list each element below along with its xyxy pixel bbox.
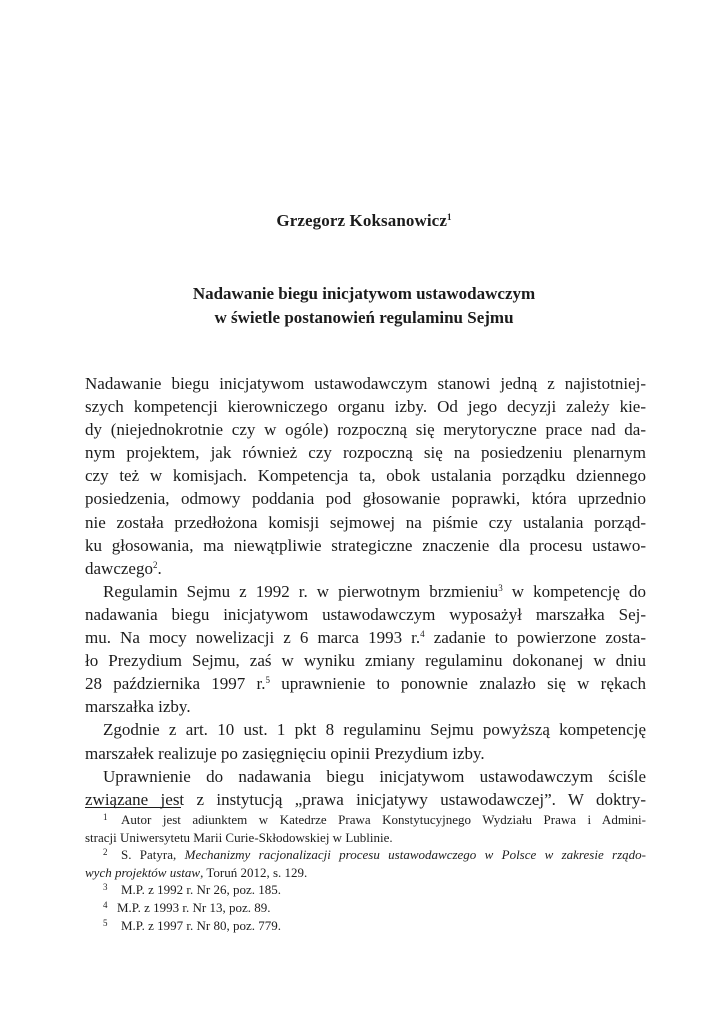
body-line	[85, 626, 646, 649]
body-line-end: .	[157, 558, 162, 578]
footnote-author: S. Patyra,	[121, 847, 185, 863]
footnote-title: Mechanizmy racjonalizacji procesu ustawodawczego w Polsce w zakresie rządo-	[184, 847, 646, 863]
footnote-2-cont	[85, 864, 646, 882]
footnote-text: Autor jest adiunktem w Katedrze Prawa Konstytucyjnego Wydziału Prawa i Admini-	[121, 812, 646, 827]
footnote-mark-5[interactable]: 5	[265, 675, 270, 686]
footnote-separator	[85, 807, 181, 808]
body-line: szych kompetencji kierowniczego organu izby. Od jego decyzji zależy kie-	[85, 397, 646, 417]
body-line: dy (niejednokrotnie czy w ogóle) rozpoczną się merytoryczne prace nad da-	[85, 420, 646, 440]
body-line	[85, 557, 646, 580]
footnotes	[85, 811, 646, 934]
body-line: ku głosowania, ma niewątpliwie strategiczne znaczenie dla procesu ustawo-	[85, 535, 646, 555]
body-text-segment: uprawnienie to ponownie znalazło się w rękach	[270, 674, 646, 694]
footnote-5: 5 M.P. z 1997 r. Nr 80, poz. 779.	[103, 917, 281, 933]
title-line-1: Nadawanie biegu inicjatywom ustawodawczym	[192, 284, 536, 303]
title-line-2: w świetle postanowień regulaminu Sejmu	[214, 308, 514, 327]
body-line	[85, 580, 646, 603]
footnote-mark-4[interactable]: 4	[420, 629, 425, 640]
footnote-mark-2[interactable]: 2	[152, 559, 158, 570]
body-line: nym projektem, jak również czy rozpoczną się na posiedzeniu plenarnym	[85, 443, 646, 463]
body-line: nie została przedłożona komisji sejmowej na piśmie czy ustalania porząd-	[85, 512, 646, 532]
footnote-4: 4 M.P. z 1993 r. Nr 13, poz. 89.	[103, 899, 271, 915]
footnote-mark-3[interactable]: 3	[498, 582, 503, 593]
body-text-segment: Regulamin Sejmu z 1992 r. w pierwotnym brzmieniu	[103, 581, 499, 601]
footnote-text: M.P. z 1992 r. Nr 26, poz. 185.	[121, 882, 281, 898]
body-text-segment: zadanie to powierzone zosta-	[424, 628, 646, 648]
body-line: marszałek realizuje po zasięgnięciu opinii Prezydium izby.	[85, 743, 485, 763]
author-name-text: Grzegorz Koksanowicz	[276, 211, 447, 230]
footnote-2: 2 S. Patyra, Mechanizmy racjonalizacji procesu ustawodawczego w Polsce w zakresie rządo-	[103, 847, 646, 863]
body-line	[85, 672, 646, 695]
footnote-text: M.P. z 1993 r. Nr 13, poz. 89.	[117, 899, 271, 915]
body-text-segment: mu. Na mocy nowelizacji z 6 marca 1993 r.	[85, 628, 421, 648]
article-title	[0, 282, 728, 330]
body-line-text: dawczego	[85, 558, 153, 578]
body-line: Nadawanie biegu inicjatywom ustawodawczym stanowi jedną z najistotniej-	[85, 374, 646, 393]
body-line: marszałka izby.	[85, 697, 191, 717]
body-line: Uprawnienie do nadawania biegu inicjatywom ustawodawczym ściśle	[103, 766, 646, 786]
body-text-segment: w kompetencję do	[502, 581, 646, 601]
body-line: Zgodnie z art. 10 ust. 1 pkt 8 regulaminu Sejmu powyższą kompetencję	[103, 720, 646, 740]
footnote-1-cont: stracji Uniwersytetu Marii Curie-Skłodowskiej w Lublinie.	[85, 829, 393, 845]
footnote-1: 1 Autor jest adiunktem w Katedrze Prawa Konstytucyjnego Wydziału Prawa i Admini-	[103, 812, 646, 827]
body-text	[85, 372, 646, 811]
body-line: związane jest z instytucją „prawa inicjatywy ustawodawczej”. W doktry-	[85, 789, 646, 809]
body-line: ło Prezydium Sejmu, zaś w wyniku zmiany regulaminu dokonanej w dniu	[85, 651, 646, 671]
footnote-text: , Toruń 2012, s. 129.	[200, 864, 308, 880]
footnote-3: 3 M.P. z 1992 r. Nr 26, poz. 185.	[103, 882, 281, 898]
author-name	[0, 211, 728, 231]
body-line: posiedzenia, odmowy poddania pod głosowanie poprawki, która uprzednio	[85, 489, 646, 509]
body-text-segment: 28 października 1997 r.	[85, 674, 266, 694]
body-line: nadawania biegu inicjatywom ustawodawczym wyposażył marszałka Sej-	[85, 604, 646, 624]
body-line: czy też w komisjach. Kompetencja ta, obok ustalania porządku dziennego	[85, 466, 646, 486]
author-footnote-mark[interactable]: 1	[446, 212, 452, 222]
footnote-text: M.P. z 1997 r. Nr 80, poz. 779.	[121, 917, 281, 933]
footnote-title-cont: wych projektów ustaw	[85, 864, 201, 880]
